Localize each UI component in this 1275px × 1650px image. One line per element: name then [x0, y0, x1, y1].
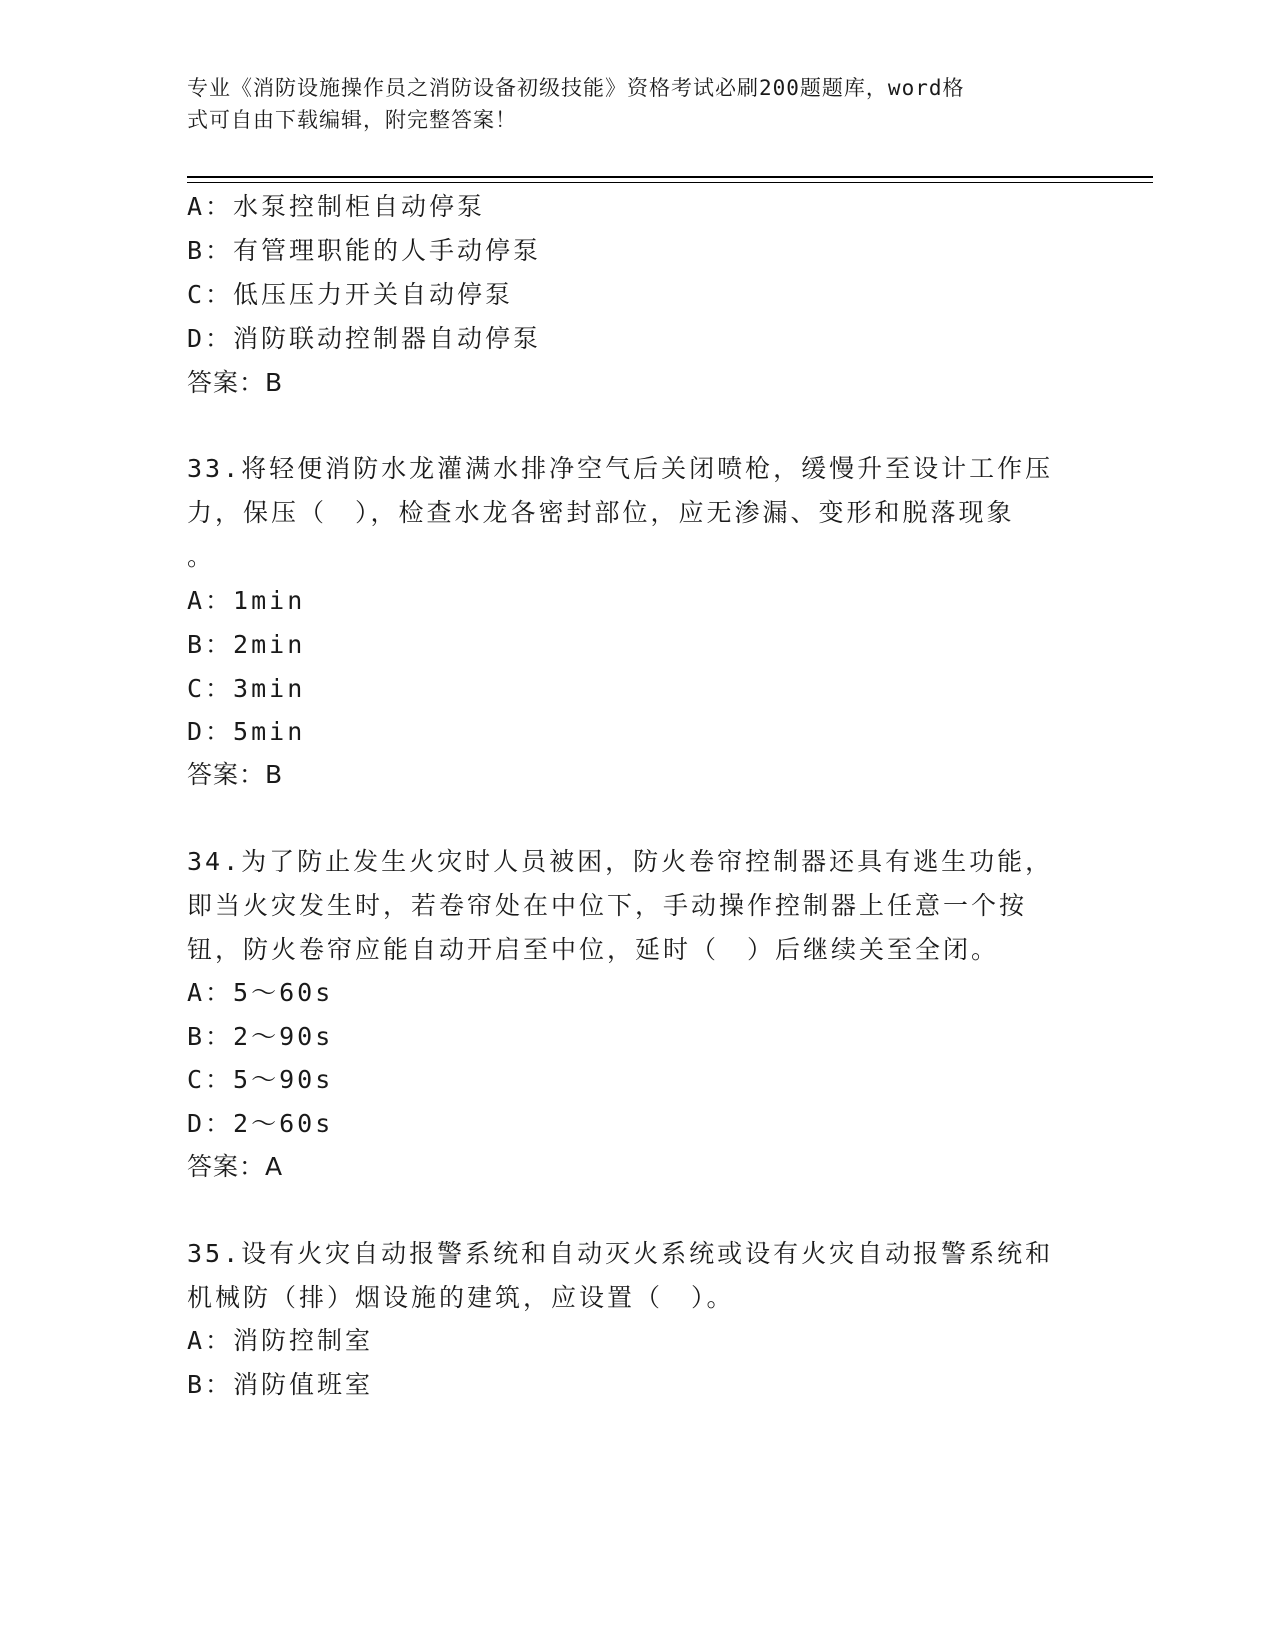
q35-option-a: A：消防控制室 — [187, 1326, 374, 1355]
header-rule-thick — [187, 176, 1153, 178]
q33-stem-line-1: 33.将轻便消防水龙灌满水排净空气后关闭喷枪，缓慢升至设计工作压 — [187, 454, 1054, 483]
q34-stem-line-2: 即当火灾发生时，若卷帘处在中位下，手动操作控制器上任意一个按 — [187, 891, 1028, 920]
q34-option-c: C：5～90s — [187, 1065, 334, 1094]
q33-answer: 答案：B — [187, 760, 284, 789]
prev-option-c: C：低压压力开关自动停泵 — [187, 280, 514, 309]
q33-option-b: B：2min — [187, 630, 306, 659]
q34-answer: 答案：A — [187, 1152, 284, 1181]
header-line-1: 专业《消防设施操作员之消防设备初级技能》资格考试必刷200题题库，word格 — [187, 76, 965, 100]
header-rule-thin — [187, 182, 1153, 183]
q33-stem-line-2: 力，保压（ ），检查水龙各密封部位，应无渗漏、变形和脱落现象 — [187, 498, 1015, 527]
header-line-2: 式可自由下载编辑，附完整答案！ — [187, 108, 517, 132]
prev-answer: 答案：B — [187, 368, 284, 397]
q35-stem-line-2: 机械防（排）烟设施的建筑，应设置（ ）。 — [187, 1283, 735, 1312]
q34-option-b: B：2～90s — [187, 1022, 334, 1051]
q34-option-a: A：5～60s — [187, 978, 334, 1007]
q33-option-c: C：3min — [187, 674, 306, 703]
q33-option-d: D：5min — [187, 717, 306, 746]
prev-option-a: A：水泵控制柜自动停泵 — [187, 192, 486, 221]
q33-stem-line-3: 。 — [187, 542, 216, 571]
prev-option-b: B：有管理职能的人手动停泵 — [187, 236, 542, 265]
q34-stem-line-3: 钮，防火卷帘应能自动开启至中位，延时（ ）后继续关至全闭。 — [187, 935, 1000, 964]
document-header — [187, 72, 1067, 136]
q34-stem-line-1: 34.为了防止发生火灾时人员被困，防火卷帘控制器还具有逃生功能， — [187, 847, 1054, 876]
q35-stem-line-1: 35.设有火灾自动报警系统和自动灭火系统或设有火灾自动报警系统和 — [187, 1239, 1054, 1268]
q33-option-a: A：1min — [187, 586, 306, 615]
q35-option-b: B：消防值班室 — [187, 1370, 374, 1399]
q34-option-d: D：2～60s — [187, 1109, 334, 1138]
prev-option-d: D：消防联动控制器自动停泵 — [187, 324, 542, 353]
